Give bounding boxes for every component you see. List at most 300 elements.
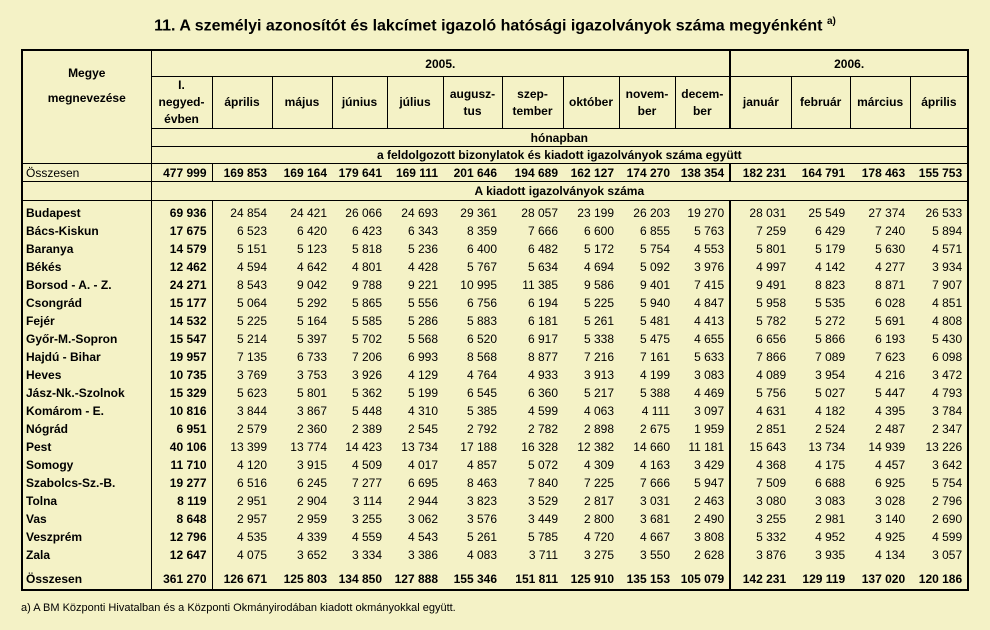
month-header-line: novem- (625, 86, 669, 101)
value-cell: 5 535 (815, 296, 846, 310)
county-name: Somogy (26, 458, 74, 472)
county-name: Békés (26, 260, 62, 274)
value-cell: 13 226 (925, 440, 963, 454)
value-cell: 6 245 (296, 476, 327, 490)
table-row (22, 420, 968, 438)
value-cell: 4 667 (639, 530, 670, 544)
value-cell: 2 675 (639, 422, 670, 436)
value-cell: 3 867 (296, 404, 327, 418)
value-cell: 3 062 (407, 512, 438, 526)
value-cell: 8 871 (875, 278, 906, 292)
value-cell: 5 894 (932, 224, 963, 238)
value-cell: 28 057 (521, 206, 558, 220)
year-2006-header: 2006. (730, 50, 968, 77)
value-cell: 5 388 (639, 386, 670, 400)
county-name: Fejér (26, 314, 55, 328)
value-cell: 3 057 (932, 548, 963, 562)
value-cell: 4 129 (407, 368, 438, 382)
value-cell: 125 910 (570, 571, 614, 586)
value-cell: 26 533 (925, 206, 963, 220)
value-cell: 27 374 (868, 206, 906, 220)
month-header (675, 77, 730, 129)
value-cell: 4 413 (694, 314, 725, 328)
value-cell: 5 236 (407, 242, 438, 256)
value-cell: 162 127 (563, 164, 619, 182)
value-cell: 2 898 (583, 422, 614, 436)
value-cell: 7 240 (875, 224, 906, 238)
value-cell: 4 571 (932, 242, 963, 256)
value-cell: 2 800 (583, 512, 614, 526)
table-row (22, 528, 968, 546)
value-cell: 7 666 (639, 476, 670, 490)
value-cell: 8 823 (815, 278, 846, 292)
value-cell: 5 225 (212, 312, 272, 330)
value-cell: 6 733 (296, 350, 327, 364)
value-cell: 7 161 (639, 350, 670, 364)
county-name: Győr-M.-Sopron (26, 332, 118, 346)
value-cell: 5 585 (351, 314, 382, 328)
value-cell: 155 346 (453, 571, 497, 586)
value-cell: 6 193 (875, 332, 906, 346)
value-cell: 14 579 (151, 240, 212, 258)
value-cell: 5 767 (466, 260, 497, 274)
value-cell: 4 535 (212, 528, 272, 546)
month-header-line: decem- (681, 86, 724, 101)
value-cell: 2 579 (212, 420, 272, 438)
value-cell: 8 877 (527, 350, 558, 364)
table-title (0, 16, 990, 35)
value-cell: 4 925 (875, 530, 906, 544)
value-cell: 6 423 (351, 224, 382, 238)
issued-desc-row (22, 182, 968, 201)
value-cell: 8 463 (466, 476, 497, 490)
value-cell: 14 423 (345, 440, 382, 454)
value-cell: 12 382 (577, 440, 614, 454)
value-cell: 6 194 (527, 296, 558, 310)
table-wrapper (21, 49, 969, 591)
table-row (22, 201, 968, 223)
value-cell: 127 888 (394, 571, 438, 586)
value-cell: 5 292 (296, 296, 327, 310)
value-cell: 3 681 (639, 512, 670, 526)
value-cell: 164 791 (791, 164, 850, 182)
value-cell: 3 652 (296, 548, 327, 562)
header-row-desc (22, 147, 968, 164)
county-name: Veszprém (26, 530, 83, 544)
value-cell: 5 865 (351, 296, 382, 310)
value-cell: 5 261 (466, 530, 497, 544)
table-row (22, 294, 968, 312)
month-header-line: október (568, 95, 613, 109)
month-header-line: február (799, 95, 842, 109)
value-cell: 4 339 (296, 530, 327, 544)
value-cell: 3 334 (351, 548, 382, 562)
value-cell: 2 796 (932, 494, 963, 508)
value-cell: 5 958 (730, 294, 791, 312)
value-cell: 155 753 (910, 164, 968, 182)
value-cell: 7 840 (527, 476, 558, 490)
value-cell: 3 935 (815, 548, 846, 562)
table-row (22, 222, 968, 240)
value-cell: 15 547 (151, 330, 212, 348)
value-cell: 3 784 (932, 404, 963, 418)
value-cell: 2 487 (875, 422, 906, 436)
value-cell: 6 925 (875, 476, 906, 490)
value-cell: 7 623 (875, 350, 906, 364)
value-cell: 477 999 (151, 164, 212, 182)
value-cell: 13 399 (212, 438, 272, 456)
value-cell: 24 854 (212, 201, 272, 223)
value-cell: 3 954 (815, 368, 846, 382)
month-header (502, 77, 563, 129)
value-cell: 10 995 (460, 278, 497, 292)
month-header (272, 77, 332, 129)
value-cell: 4 642 (296, 260, 327, 274)
value-cell: 7 206 (351, 350, 382, 364)
county-name: Nógrád (26, 422, 68, 436)
county-header-line1: Megye (68, 66, 106, 80)
value-cell: 8 648 (151, 510, 212, 528)
value-cell: 6 482 (527, 242, 558, 256)
value-cell: 7 415 (694, 278, 725, 292)
county-name: Borsod - A. - Z. (26, 278, 112, 292)
row-label: Összesen (22, 164, 151, 182)
unit-header: hónapban (151, 129, 968, 147)
year-2005-header: 2005. (151, 50, 730, 77)
value-cell: 5 866 (815, 332, 846, 346)
month-header-line: július (399, 95, 431, 109)
value-cell: 12 647 (151, 546, 212, 564)
value-cell: 3 550 (639, 548, 670, 562)
value-cell: 5 801 (730, 240, 791, 258)
value-cell: 4 428 (407, 260, 438, 274)
value-cell: 4 933 (527, 368, 558, 382)
value-cell: 5 754 (932, 476, 963, 490)
value-cell: 4 199 (639, 368, 670, 382)
value-cell: 5 164 (296, 314, 327, 328)
value-cell: 7 277 (351, 476, 382, 490)
value-cell: 5 630 (875, 242, 906, 256)
value-cell: 5 225 (583, 296, 614, 310)
month-header-line: április (921, 95, 957, 109)
value-cell: 169 853 (212, 164, 272, 182)
value-cell: 3 275 (583, 548, 614, 562)
value-cell: 7 907 (932, 278, 963, 292)
value-cell: 178 463 (850, 164, 910, 182)
value-cell: 137 020 (861, 571, 906, 586)
value-cell: 361 270 (151, 568, 212, 590)
value-cell: 1 959 (694, 422, 725, 436)
value-cell: 3 114 (352, 494, 382, 508)
county-name: Komárom - E. (26, 404, 105, 418)
value-cell: 4 017 (407, 458, 438, 472)
value-cell: 3 576 (466, 512, 497, 526)
month-header-line: tus (463, 103, 482, 118)
value-cell: 6 429 (815, 224, 846, 238)
value-cell: 19 277 (151, 474, 212, 492)
value-cell: 4 509 (351, 458, 382, 472)
county-name: Baranya (26, 242, 74, 256)
value-cell: 4 175 (815, 458, 846, 472)
value-cell: 11 710 (151, 456, 212, 474)
value-cell: 14 660 (633, 440, 670, 454)
value-cell: 5 151 (212, 240, 272, 258)
value-cell: 6 756 (466, 296, 497, 310)
month-header (151, 77, 212, 129)
value-cell: 5 092 (639, 260, 670, 274)
value-cell: 14 939 (868, 440, 906, 454)
month-header-line: tember (512, 103, 553, 118)
value-cell: 4 559 (351, 530, 382, 544)
value-cell: 4 063 (583, 404, 614, 418)
row-label: Összesen (26, 571, 83, 586)
month-header-line: szep- (517, 86, 548, 101)
value-cell: 13 734 (808, 440, 846, 454)
county-name: Tolna (26, 494, 58, 508)
value-cell: 2 792 (466, 422, 497, 436)
month-header (332, 77, 387, 129)
value-cell: 4 142 (815, 260, 846, 274)
value-cell: 9 586 (583, 278, 614, 292)
month-header-line: április (224, 95, 260, 109)
value-cell: 3 769 (212, 366, 272, 384)
value-cell: 3 386 (407, 548, 438, 562)
value-cell: 4 847 (694, 296, 725, 310)
header-row-months (22, 77, 968, 129)
value-cell: 5 475 (639, 332, 670, 346)
county-name: Bács-Kiskun (26, 224, 99, 238)
value-cell: 4 801 (351, 260, 382, 274)
value-cell: 3 080 (730, 492, 791, 510)
table-row (22, 456, 968, 474)
value-cell: 5 801 (296, 386, 327, 400)
value-cell: 6 600 (583, 224, 614, 238)
value-cell: 69 936 (151, 201, 212, 223)
value-cell: 4 277 (875, 260, 906, 274)
county-name: Szabolcs-Sz.-B. (26, 476, 116, 490)
county-name: Budapest (26, 206, 81, 220)
value-cell: 4 216 (875, 368, 906, 382)
value-cell: 5 332 (730, 528, 791, 546)
month-header (910, 77, 968, 129)
month-header-line: ber (692, 103, 712, 118)
value-cell: 169 164 (272, 164, 332, 182)
value-cell: 5 756 (730, 384, 791, 402)
value-cell: 7 259 (730, 222, 791, 240)
value-cell: 5 763 (694, 224, 725, 238)
value-cell: 7 225 (583, 476, 614, 490)
value-cell: 4 134 (875, 548, 906, 562)
value-cell: 28 031 (730, 201, 791, 223)
value-cell: 134 850 (338, 571, 382, 586)
value-cell: 24 421 (290, 206, 327, 220)
value-cell: 4 120 (212, 456, 272, 474)
value-cell: 4 851 (932, 296, 963, 310)
value-cell: 2 959 (296, 512, 327, 526)
value-cell: 3 255 (730, 510, 791, 528)
value-cell: 2 851 (730, 420, 791, 438)
value-cell: 6 917 (527, 332, 558, 346)
header-row-unit (22, 129, 968, 147)
value-cell: 4 720 (583, 530, 614, 544)
value-cell: 3 031 (639, 494, 670, 508)
value-cell: 5 217 (583, 386, 614, 400)
table-row (22, 402, 968, 420)
value-cell: 5 397 (296, 332, 327, 346)
value-cell: 4 457 (875, 458, 906, 472)
table-row (22, 510, 968, 528)
value-cell: 4 764 (466, 368, 497, 382)
value-cell: 4 089 (730, 366, 791, 384)
value-cell: 5 447 (875, 386, 906, 400)
value-cell: 5 785 (527, 530, 558, 544)
value-cell: 5 123 (296, 242, 327, 256)
value-cell: 2 944 (407, 494, 438, 508)
value-cell: 5 199 (407, 386, 438, 400)
value-cell: 4 655 (694, 332, 725, 346)
value-cell: 5 385 (466, 404, 497, 418)
value-cell: 2 782 (527, 422, 558, 436)
value-cell: 6 028 (875, 296, 906, 310)
value-cell: 4 182 (815, 404, 846, 418)
value-cell: 17 188 (460, 440, 497, 454)
value-cell: 5 633 (694, 350, 725, 364)
value-cell: 7 216 (583, 350, 614, 364)
value-cell: 2 545 (407, 422, 438, 436)
value-cell: 10 735 (151, 366, 212, 384)
title-footnote-marker: a) (826, 16, 836, 27)
value-cell: 4 808 (932, 314, 963, 328)
value-cell: 5 286 (407, 314, 438, 328)
value-cell: 2 360 (296, 422, 327, 436)
value-cell: 24 693 (401, 206, 438, 220)
value-cell: 105 079 (680, 571, 725, 586)
value-cell: 3 140 (875, 512, 906, 526)
value-cell: 6 400 (466, 242, 497, 256)
value-cell: 15 329 (151, 384, 212, 402)
value-cell: 4 553 (694, 242, 725, 256)
value-cell: 3 913 (583, 368, 614, 382)
value-cell: 7 866 (730, 348, 791, 366)
value-cell: 6 516 (212, 474, 272, 492)
table-row (22, 348, 968, 366)
value-cell: 16 328 (521, 440, 558, 454)
value-cell: 6 688 (815, 476, 846, 490)
value-cell: 8 119 (151, 492, 212, 510)
value-cell: 2 347 (932, 422, 963, 436)
value-cell: 5 430 (932, 332, 963, 346)
month-header (443, 77, 502, 129)
total-issued-row (22, 568, 968, 590)
value-cell: 5 623 (212, 384, 272, 402)
month-header-line: május (284, 95, 320, 109)
value-cell: 12 462 (151, 258, 212, 276)
value-cell: 138 354 (675, 164, 730, 182)
value-cell: 8 543 (212, 276, 272, 294)
value-cell: 19 957 (151, 348, 212, 366)
value-cell: 24 271 (151, 276, 212, 294)
value-cell: 6 951 (151, 420, 212, 438)
value-cell: 4 368 (730, 456, 791, 474)
value-cell: 7 666 (527, 224, 558, 238)
value-cell: 6 520 (466, 332, 497, 346)
value-cell: 3 255 (351, 512, 382, 526)
table-row (22, 330, 968, 348)
value-cell: 6 181 (527, 314, 558, 328)
value-cell: 14 532 (151, 312, 212, 330)
value-cell: 7 135 (212, 348, 272, 366)
value-cell: 3 083 (815, 494, 846, 508)
value-cell: 5 883 (466, 314, 497, 328)
value-cell: 5 691 (875, 314, 906, 328)
value-cell: 10 816 (151, 402, 212, 420)
footnote: a) A BM Központi Hivatalban és a Központi Okmányirodában kiadott okmányokkal együtt. (21, 602, 456, 614)
value-cell: 169 111 (387, 164, 443, 182)
value-cell: 5 448 (351, 404, 382, 418)
value-cell: 2 690 (932, 512, 963, 526)
value-cell: 4 952 (815, 530, 846, 544)
value-cell: 5 940 (639, 296, 670, 310)
value-cell: 3 529 (527, 494, 558, 508)
value-cell: 5 172 (583, 242, 614, 256)
value-cell: 3 915 (296, 458, 327, 472)
value-cell: 6 360 (527, 386, 558, 400)
value-cell: 3 028 (875, 494, 906, 508)
month-header (791, 77, 850, 129)
county-name: Jász-Nk.-Szolnok (26, 386, 125, 400)
value-cell: 6 420 (296, 224, 327, 238)
value-cell: 2 904 (296, 494, 327, 508)
month-header (730, 77, 791, 129)
county-name: Vas (26, 512, 47, 526)
value-cell: 23 199 (577, 206, 614, 220)
value-cell: 9 221 (407, 278, 438, 292)
value-cell: 5 362 (351, 386, 382, 400)
table-row (22, 492, 968, 510)
value-cell: 6 098 (932, 350, 963, 364)
value-cell: 3 472 (932, 368, 963, 382)
value-cell: 4 310 (407, 404, 438, 418)
value-cell: 5 947 (694, 476, 725, 490)
data-table (21, 49, 969, 591)
value-cell: 13 734 (401, 440, 438, 454)
value-cell: 5 702 (351, 332, 382, 346)
value-cell: 2 524 (815, 422, 846, 436)
county-name: Pest (26, 440, 52, 454)
value-cell: 26 203 (633, 206, 670, 220)
total-processed-row (22, 164, 968, 182)
table-row (22, 384, 968, 402)
value-cell: 4 793 (932, 386, 963, 400)
value-cell: 3 808 (694, 530, 725, 544)
value-cell: 9 042 (296, 278, 327, 292)
table-row (22, 312, 968, 330)
value-cell: 5 272 (815, 314, 846, 328)
month-header (619, 77, 675, 129)
value-cell: 4 075 (212, 546, 272, 564)
value-cell: 5 027 (815, 386, 846, 400)
value-cell: 3 449 (527, 512, 558, 526)
table-row (22, 366, 968, 384)
value-cell: 5 214 (212, 330, 272, 348)
value-cell: 5 072 (527, 458, 558, 472)
value-cell: 4 469 (694, 386, 725, 400)
value-cell: 5 556 (407, 296, 438, 310)
value-cell: 2 628 (694, 548, 725, 562)
issued-desc-spacer (22, 182, 151, 201)
value-cell: 5 261 (583, 314, 614, 328)
month-header-line: I. (178, 78, 185, 92)
